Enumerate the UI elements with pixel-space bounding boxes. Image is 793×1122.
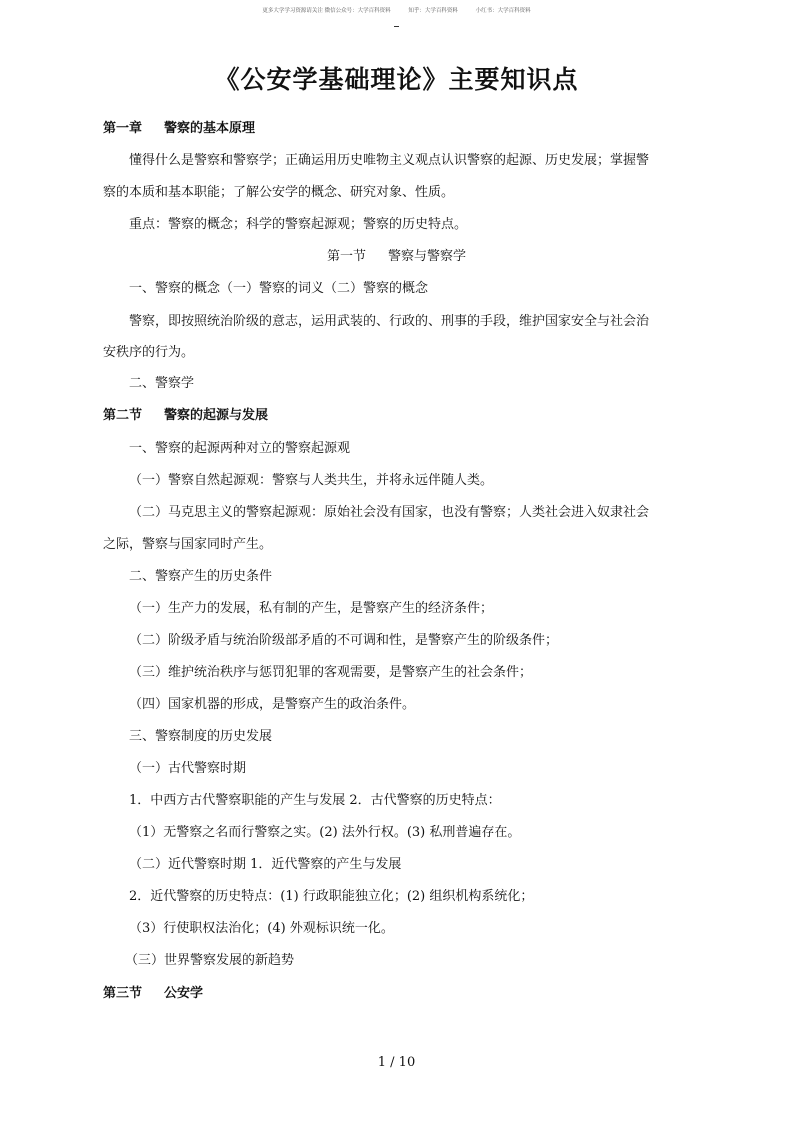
list-item: （一）古代警察时期 (129, 761, 247, 776)
key-points: 重点：警察的概念；科学的警察起源观；警察的历史特点。 (129, 217, 468, 232)
list-item: 1．中西方古代警察职能的产生与发展 2．古代警察的历史特点： (129, 793, 501, 808)
section-number: 第三节 (103, 986, 143, 1001)
section-title: 警察的起源与发展 (164, 408, 269, 423)
chapter-title: 警察的基本原理 (164, 121, 256, 136)
list-item: （三）世界警察发展的新趋势 (125, 953, 295, 968)
list-item: 一、警察的起源两种对立的警察起源观 (129, 441, 351, 456)
list-item: （一）警察自然起源观：警察与人类共生，并将永远伴随人类。 (129, 473, 494, 488)
document-title: 《公安学基础理论》主要知识点 (214, 65, 579, 94)
chapter-number: 第一章 (103, 121, 143, 136)
section-number: 第一节 (326, 249, 366, 264)
list-item: （1）无警察之名而行警察之实。(2) 法外行权。(3) 私刑普遍存在。 (129, 825, 521, 840)
page-number: 1 / 10 (377, 1055, 416, 1070)
page-header (0, 6, 793, 14)
section-heading (0, 248, 793, 266)
chapter-heading (103, 120, 255, 138)
list-item: （二）马克思主义的警察起源观：原始社会没有国家，也没有警察；人类社会进入奴隶社会 (129, 505, 650, 520)
list-item: 二、警察产生的历史条件 (129, 569, 273, 584)
list-item: （一）生产力的发展，私有制的产生，是警察产生的经济条件； (129, 601, 494, 616)
header-text-wechat: 更多大学学习资源请关注 微信公众号：大学百科资料 (262, 8, 391, 14)
section-heading (103, 407, 268, 425)
list-item: （四）国家机器的形成，是警察产生的政治条件。 (129, 697, 416, 712)
list-item: 2．近代警察的历史特点：(1) 行政职能独立化；(2) 组织机构系统化； (129, 889, 534, 904)
paragraph-line: 安秩序的行为。 (103, 345, 195, 360)
section-number: 第二节 (103, 408, 143, 423)
section-title: 警察与警察学 (388, 249, 467, 264)
header-divider (394, 26, 399, 27)
list-item: 一、警察的概念（一）警察的词义（二）警察的概念 (129, 281, 429, 296)
section-heading (103, 985, 203, 1003)
paragraph-line: 警察，即按照统治阶级的意志，运用武装的、行政的、刑事的手段，维护国家安全与社会治 (129, 314, 650, 329)
paragraph-line: 察的本质和基本职能；了解公安学的概念、研究对象、性质。 (103, 185, 455, 200)
list-item: 三、警察制度的历史发展 (129, 729, 273, 744)
header-text-xiaohongshu: 小红书：大学百科资料 (475, 8, 531, 14)
section-title: 公安学 (164, 986, 204, 1001)
paragraph-line: 之际，警察与国家同时产生。 (103, 537, 273, 552)
list-item: 二、警察学 (129, 376, 195, 391)
list-item: （三）维护统治秩序与惩罚犯罪的客观需要，是警察产生的社会条件； (129, 665, 533, 680)
list-item: （二）近代警察时期 1．近代警察的产生与发展 (129, 857, 402, 872)
list-item: （3）行使职权法治化；(4) 外观标识统一化。 (129, 921, 394, 936)
list-item: （二）阶级矛盾与统治阶级部矛盾的不可调和性，是警察产生的阶级条件； (129, 633, 559, 648)
header-text-zhihu: 知乎：大学百科资料 (408, 8, 458, 14)
paragraph-line: 懂得什么是警察和警察学；正确运用历史唯物主义观点认识警察的起源、历史发展；掌握警 (129, 153, 650, 168)
